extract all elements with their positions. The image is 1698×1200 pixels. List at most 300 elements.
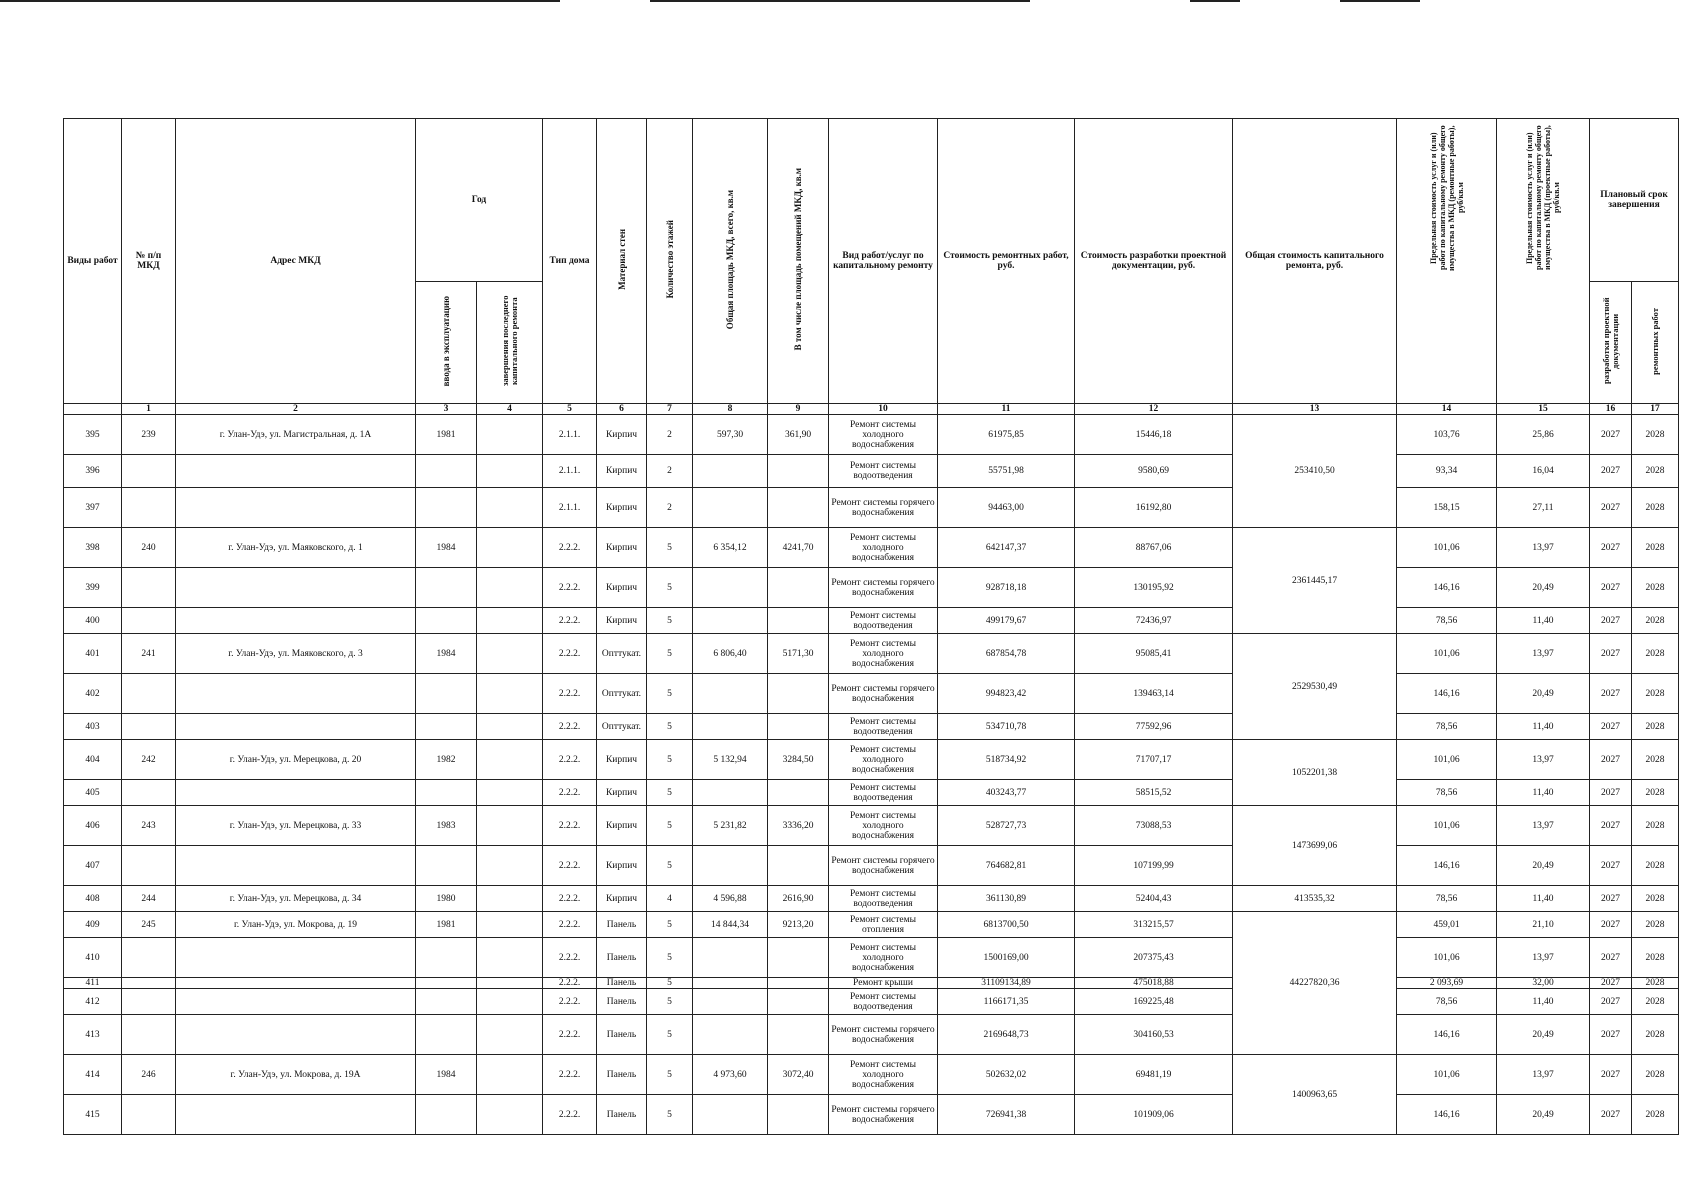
house-type-cell: 2.2.2.: [543, 714, 597, 740]
mkd-number-cell: 245: [122, 912, 176, 938]
cost-design-cell: 52404,43: [1075, 886, 1233, 912]
work-id-cell: 399: [64, 568, 122, 608]
address-cell: [176, 989, 416, 1015]
work-id-cell: 409: [64, 912, 122, 938]
floors-cell: 4: [647, 886, 693, 912]
deadline-repair-cell: 2028: [1632, 886, 1679, 912]
work-id-cell: 400: [64, 608, 122, 634]
cost-repair-cell: 61975,85: [938, 415, 1075, 455]
top-scan-line: [650, 0, 1030, 2]
cost-repair-cell: 534710,78: [938, 714, 1075, 740]
mkd-number-cell: 244: [122, 886, 176, 912]
work-type-cell: Ремонт системы холодного водоснабжения: [829, 740, 938, 780]
area-living-cell: 4241,70: [768, 528, 829, 568]
cost-repair-cell: 1500169,00: [938, 938, 1075, 978]
deadline-design-cell: 2027: [1590, 912, 1632, 938]
limit-repair-cell: 101,06: [1397, 1055, 1497, 1095]
area-cell: [693, 989, 768, 1015]
table-row: [64, 634, 1679, 674]
mkd-number-cell: [122, 608, 176, 634]
work-id-cell: 395: [64, 415, 122, 455]
area-living-cell: [768, 608, 829, 634]
year-input-cell: [416, 780, 477, 806]
work-type-cell: Ремонт системы горячего водоснабжения: [829, 674, 938, 714]
deadline-repair-cell: 2028: [1632, 1055, 1679, 1095]
table-row: [64, 528, 1679, 568]
area-living-cell: 9213,20: [768, 912, 829, 938]
table-row: [64, 488, 1679, 528]
deadline-design-cell: 2027: [1590, 1055, 1632, 1095]
floors-cell: 2: [647, 455, 693, 488]
cost-total-cell: 2361445,17: [1233, 528, 1397, 634]
floors-cell: 5: [647, 846, 693, 886]
column-number-cell: 9: [768, 404, 829, 415]
header-deadline: Плановый срок завершения: [1590, 119, 1679, 282]
deadline-repair-cell: 2028: [1632, 780, 1679, 806]
area-living-cell: 5171,30: [768, 634, 829, 674]
mkd-number-cell: [122, 455, 176, 488]
address-cell: г. Улан-Удэ, ул. Мокрова, д. 19: [176, 912, 416, 938]
year-input-cell: [416, 608, 477, 634]
table-row: [64, 780, 1679, 806]
limit-repair-cell: 101,06: [1397, 634, 1497, 674]
mkd-number-cell: [122, 1095, 176, 1135]
area-cell: 597,30: [693, 415, 768, 455]
mkd-number-cell: 242: [122, 740, 176, 780]
cost-design-cell: 95085,41: [1075, 634, 1233, 674]
year-repair-cell: [477, 415, 543, 455]
work-type-cell: Ремонт системы водоотведения: [829, 780, 938, 806]
floors-cell: 5: [647, 634, 693, 674]
material-cell: Опттукат.: [597, 634, 647, 674]
material-cell: Кирпич: [597, 740, 647, 780]
column-number-cell: 2: [176, 404, 416, 415]
cost-repair-cell: 361130,89: [938, 886, 1075, 912]
area-cell: [693, 455, 768, 488]
cost-design-cell: 69481,19: [1075, 1055, 1233, 1095]
mkd-number-cell: [122, 488, 176, 528]
material-cell: Опттукат.: [597, 714, 647, 740]
cost-design-cell: 130195,92: [1075, 568, 1233, 608]
material-cell: Панель: [597, 938, 647, 978]
house-type-cell: 2.2.2.: [543, 608, 597, 634]
limit-repair-cell: 101,06: [1397, 806, 1497, 846]
year-repair-cell: [477, 780, 543, 806]
limit-repair-cell: 93,34: [1397, 455, 1497, 488]
limit-design-cell: 11,40: [1497, 780, 1590, 806]
cost-total-cell: 44227820,36: [1233, 912, 1397, 1055]
column-number-cell: 6: [597, 404, 647, 415]
work-type-cell: Ремонт системы водоотведения: [829, 608, 938, 634]
work-id-cell: 412: [64, 989, 122, 1015]
year-input-cell: [416, 978, 477, 989]
year-repair-cell: [477, 1095, 543, 1135]
limit-design-cell: 13,97: [1497, 938, 1590, 978]
deadline-repair-cell: 2028: [1632, 806, 1679, 846]
cost-design-cell: 107199,99: [1075, 846, 1233, 886]
mkd-number-cell: [122, 780, 176, 806]
material-cell: Кирпич: [597, 455, 647, 488]
deadline-design-cell: 2027: [1590, 568, 1632, 608]
cost-repair-cell: 518734,92: [938, 740, 1075, 780]
area-living-cell: [768, 455, 829, 488]
deadline-design-cell: 2027: [1590, 989, 1632, 1015]
address-cell: [176, 714, 416, 740]
deadline-design-cell: 2027: [1590, 740, 1632, 780]
limit-design-cell: 13,97: [1497, 1055, 1590, 1095]
mkd-number-cell: [122, 674, 176, 714]
area-cell: [693, 1095, 768, 1135]
area-cell: [693, 938, 768, 978]
cost-repair-cell: 31109134,89: [938, 978, 1075, 989]
address-cell: г. Улан-Удэ, ул. Магистральная, д. 1А: [176, 415, 416, 455]
limit-design-cell: 20,49: [1497, 568, 1590, 608]
work-type-cell: Ремонт системы водоотведения: [829, 714, 938, 740]
area-cell: [693, 568, 768, 608]
year-input-cell: [416, 846, 477, 886]
table-row: [64, 978, 1679, 989]
area-cell: 6 806,40: [693, 634, 768, 674]
mkd-number-cell: [122, 1015, 176, 1055]
column-number-cell: 11: [938, 404, 1075, 415]
work-type-cell: Ремонт системы холодного водоснабжения: [829, 528, 938, 568]
year-input-cell: [416, 1015, 477, 1055]
header-work-type: Вид работ/услуг по капитальному ремонту: [829, 119, 938, 404]
limit-design-cell: 13,97: [1497, 740, 1590, 780]
table-row: [64, 886, 1679, 912]
year-input-cell: [416, 714, 477, 740]
year-input-cell: [416, 455, 477, 488]
cost-design-cell: 73088,53: [1075, 806, 1233, 846]
table-row: [64, 608, 1679, 634]
area-cell: 4 973,60: [693, 1055, 768, 1095]
deadline-repair-cell: 2028: [1632, 415, 1679, 455]
work-type-cell: Ремонт системы отопления: [829, 912, 938, 938]
column-number-cell: 16: [1590, 404, 1632, 415]
address-cell: [176, 846, 416, 886]
area-living-cell: 3336,20: [768, 806, 829, 846]
cost-repair-cell: 928718,18: [938, 568, 1075, 608]
material-cell: Кирпич: [597, 846, 647, 886]
house-type-cell: 2.2.2.: [543, 806, 597, 846]
work-id-cell: 405: [64, 780, 122, 806]
header-cost-repair: Стоимость ремонтных работ, руб.: [938, 119, 1075, 404]
header-year: Год: [416, 119, 543, 282]
area-living-cell: [768, 674, 829, 714]
deadline-repair-cell: 2028: [1632, 1015, 1679, 1055]
work-id-cell: 402: [64, 674, 122, 714]
year-repair-cell: [477, 1015, 543, 1055]
house-type-cell: 2.2.2.: [543, 634, 597, 674]
floors-cell: 2: [647, 488, 693, 528]
year-repair-cell: [477, 938, 543, 978]
header-house-type: Тип дома: [543, 119, 597, 404]
limit-design-cell: 20,49: [1497, 1015, 1590, 1055]
address-cell: г. Улан-Удэ, ул. Маяковского, д. 1: [176, 528, 416, 568]
work-id-cell: 408: [64, 886, 122, 912]
top-scan-line: [1340, 0, 1420, 2]
deadline-design-cell: 2027: [1590, 455, 1632, 488]
mkd-number-cell: 243: [122, 806, 176, 846]
floors-cell: 5: [647, 568, 693, 608]
work-type-cell: Ремонт системы горячего водоснабжения: [829, 488, 938, 528]
area-living-cell: 2616,90: [768, 886, 829, 912]
year-input-cell: [416, 488, 477, 528]
table-row: [64, 912, 1679, 938]
cost-repair-cell: 764682,81: [938, 846, 1075, 886]
material-cell: Панель: [597, 1095, 647, 1135]
year-input-cell: [416, 938, 477, 978]
limit-repair-cell: 146,16: [1397, 1015, 1497, 1055]
house-type-cell: 2.2.2.: [543, 978, 597, 989]
deadline-repair-cell: 2028: [1632, 714, 1679, 740]
limit-repair-cell: 459,01: [1397, 912, 1497, 938]
table-row: [64, 846, 1679, 886]
cost-design-cell: 16192,80: [1075, 488, 1233, 528]
mkd-number-cell: [122, 568, 176, 608]
header-deadline-repair: ремонтных работ: [1632, 282, 1679, 404]
header-year-input: ввода в эксплуатацию: [416, 282, 477, 404]
column-number-cell: [64, 404, 122, 415]
year-repair-cell: [477, 455, 543, 488]
header-material: Материал стен: [597, 119, 647, 404]
cost-repair-cell: 994823,42: [938, 674, 1075, 714]
header-num: № п/п МКД: [122, 119, 176, 404]
work-type-cell: Ремонт системы горячего водоснабжения: [829, 1095, 938, 1135]
deadline-repair-cell: 2028: [1632, 455, 1679, 488]
column-number-cell: 17: [1632, 404, 1679, 415]
work-id-cell: 403: [64, 714, 122, 740]
work-id-cell: 407: [64, 846, 122, 886]
area-living-cell: 3072,40: [768, 1055, 829, 1095]
column-number-cell: 4: [477, 404, 543, 415]
year-input-cell: 1984: [416, 634, 477, 674]
area-cell: [693, 846, 768, 886]
table-row: [64, 938, 1679, 978]
address-cell: г. Улан-Удэ, ул. Мерецкова, д. 33: [176, 806, 416, 846]
house-type-cell: 2.1.1.: [543, 488, 597, 528]
limit-design-cell: 32,00: [1497, 978, 1590, 989]
cost-total-cell: 253410,50: [1233, 415, 1397, 528]
address-cell: [176, 674, 416, 714]
area-cell: 5 231,82: [693, 806, 768, 846]
cost-repair-cell: 499179,67: [938, 608, 1075, 634]
cost-design-cell: 9580,69: [1075, 455, 1233, 488]
table-row: [64, 806, 1679, 846]
table-row: [64, 989, 1679, 1015]
area-living-cell: [768, 1095, 829, 1135]
cost-design-cell: 313215,57: [1075, 912, 1233, 938]
house-type-cell: 2.2.2.: [543, 1095, 597, 1135]
material-cell: Опттукат.: [597, 674, 647, 714]
cost-repair-cell: 6813700,50: [938, 912, 1075, 938]
cost-design-cell: 15446,18: [1075, 415, 1233, 455]
year-input-cell: 1980: [416, 886, 477, 912]
house-type-cell: 2.2.2.: [543, 780, 597, 806]
column-number-cell: 7: [647, 404, 693, 415]
header-deadline-design: разработки проектной документации: [1590, 282, 1632, 404]
limit-repair-cell: 2 093,69: [1397, 978, 1497, 989]
work-id-cell: 401: [64, 634, 122, 674]
deadline-repair-cell: 2028: [1632, 978, 1679, 989]
year-input-cell: 1984: [416, 1055, 477, 1095]
limit-design-cell: 20,49: [1497, 846, 1590, 886]
area-cell: [693, 608, 768, 634]
cost-repair-cell: 403243,77: [938, 780, 1075, 806]
limit-repair-cell: 146,16: [1397, 1095, 1497, 1135]
house-type-cell: 2.2.2.: [543, 989, 597, 1015]
year-repair-cell: [477, 568, 543, 608]
area-cell: 4 596,88: [693, 886, 768, 912]
area-living-cell: [768, 989, 829, 1015]
header-cost-design: Стоимость разработки проектной документации, руб.: [1075, 119, 1233, 404]
mkd-number-cell: 241: [122, 634, 176, 674]
area-cell: 6 354,12: [693, 528, 768, 568]
deadline-design-cell: 2027: [1590, 1015, 1632, 1055]
house-type-cell: 2.2.2.: [543, 912, 597, 938]
deadline-repair-cell: 2028: [1632, 989, 1679, 1015]
work-id-cell: 413: [64, 1015, 122, 1055]
cost-design-cell: 475018,88: [1075, 978, 1233, 989]
floors-cell: 5: [647, 1095, 693, 1135]
area-living-cell: [768, 1015, 829, 1055]
deadline-design-cell: 2027: [1590, 806, 1632, 846]
deadline-repair-cell: 2028: [1632, 674, 1679, 714]
work-type-cell: Ремонт крыши: [829, 978, 938, 989]
material-cell: Кирпич: [597, 806, 647, 846]
house-type-cell: 2.2.2.: [543, 740, 597, 780]
table-row: [64, 415, 1679, 455]
work-type-cell: Ремонт системы горячего водоснабжения: [829, 846, 938, 886]
cost-total-cell: 1052201,38: [1233, 740, 1397, 806]
deadline-repair-cell: 2028: [1632, 938, 1679, 978]
limit-repair-cell: 101,06: [1397, 740, 1497, 780]
deadline-repair-cell: 2028: [1632, 528, 1679, 568]
year-repair-cell: [477, 978, 543, 989]
work-type-cell: Ремонт системы водоотведения: [829, 886, 938, 912]
material-cell: Кирпич: [597, 886, 647, 912]
mkd-number-cell: 240: [122, 528, 176, 568]
deadline-repair-cell: 2028: [1632, 1095, 1679, 1135]
year-input-cell: 1981: [416, 912, 477, 938]
address-cell: [176, 938, 416, 978]
deadline-design-cell: 2027: [1590, 1095, 1632, 1135]
cost-design-cell: 77592,96: [1075, 714, 1233, 740]
mkd-number-cell: [122, 978, 176, 989]
area-living-cell: [768, 846, 829, 886]
area-living-cell: [768, 938, 829, 978]
work-id-cell: 397: [64, 488, 122, 528]
year-input-cell: [416, 989, 477, 1015]
work-type-cell: Ремонт системы холодного водоснабжения: [829, 415, 938, 455]
cost-design-cell: 72436,97: [1075, 608, 1233, 634]
address-cell: г. Улан-Удэ, ул. Мерецкова, д. 34: [176, 886, 416, 912]
floors-cell: 5: [647, 938, 693, 978]
limit-repair-cell: 101,06: [1397, 528, 1497, 568]
cost-design-cell: 88767,06: [1075, 528, 1233, 568]
house-type-cell: 2.2.2.: [543, 528, 597, 568]
year-repair-cell: [477, 912, 543, 938]
area-living-cell: [768, 780, 829, 806]
column-number-cell: 5: [543, 404, 597, 415]
address-cell: [176, 978, 416, 989]
year-input-cell: [416, 568, 477, 608]
mkd-number-cell: [122, 938, 176, 978]
deadline-design-cell: 2027: [1590, 608, 1632, 634]
mkd-number-cell: 239: [122, 415, 176, 455]
house-type-cell: 2.2.2.: [543, 568, 597, 608]
address-cell: г. Улан-Удэ, ул. Мокрова, д. 19А: [176, 1055, 416, 1095]
work-id-cell: 411: [64, 978, 122, 989]
limit-design-cell: 11,40: [1497, 989, 1590, 1015]
limit-repair-cell: 146,16: [1397, 568, 1497, 608]
work-type-cell: Ремонт системы холодного водоснабжения: [829, 634, 938, 674]
work-type-cell: Ремонт системы водоотведения: [829, 989, 938, 1015]
material-cell: Панель: [597, 978, 647, 989]
cost-design-cell: 169225,48: [1075, 989, 1233, 1015]
floors-cell: 5: [647, 674, 693, 714]
work-id-cell: 396: [64, 455, 122, 488]
limit-design-cell: 20,49: [1497, 674, 1590, 714]
area-living-cell: 361,90: [768, 415, 829, 455]
work-id-cell: 414: [64, 1055, 122, 1095]
header-address: Адрес МКД: [176, 119, 416, 404]
year-repair-cell: [477, 806, 543, 846]
area-cell: 5 132,94: [693, 740, 768, 780]
deadline-design-cell: 2027: [1590, 938, 1632, 978]
material-cell: Кирпич: [597, 528, 647, 568]
column-number-cell: 3: [416, 404, 477, 415]
floors-cell: 5: [647, 806, 693, 846]
work-id-cell: 398: [64, 528, 122, 568]
year-repair-cell: [477, 634, 543, 674]
area-living-cell: [768, 978, 829, 989]
address-cell: г. Улан-Удэ, ул. Мерецкова, д. 20: [176, 740, 416, 780]
limit-design-cell: 13,97: [1497, 634, 1590, 674]
area-cell: 14 844,34: [693, 912, 768, 938]
area-cell: [693, 714, 768, 740]
column-number-row: [64, 404, 1679, 415]
limit-repair-cell: 146,16: [1397, 846, 1497, 886]
material-cell: Панель: [597, 1015, 647, 1055]
year-repair-cell: [477, 528, 543, 568]
work-id-cell: 406: [64, 806, 122, 846]
material-cell: Кирпич: [597, 608, 647, 634]
house-type-cell: 2.2.2.: [543, 938, 597, 978]
header-area: Общая площадь МКД, всего, кв.м: [693, 119, 768, 404]
deadline-repair-cell: 2028: [1632, 488, 1679, 528]
header-limit-repair: Предельная стоимость услуг и (или) работ по капитальному ремонту общего имущества в МКД (ремонтные работы), руб/кв.м: [1397, 119, 1497, 404]
year-repair-cell: [477, 740, 543, 780]
address-cell: [176, 608, 416, 634]
column-number-cell: 8: [693, 404, 768, 415]
year-repair-cell: [477, 989, 543, 1015]
house-type-cell: 2.2.2.: [543, 1015, 597, 1055]
deadline-repair-cell: 2028: [1632, 912, 1679, 938]
limit-design-cell: 13,97: [1497, 528, 1590, 568]
floors-cell: 2: [647, 415, 693, 455]
table-row: [64, 674, 1679, 714]
deadline-repair-cell: 2028: [1632, 740, 1679, 780]
area-living-cell: [768, 568, 829, 608]
limit-design-cell: 11,40: [1497, 886, 1590, 912]
cost-total-cell: 1473699,06: [1233, 806, 1397, 886]
floors-cell: 5: [647, 740, 693, 780]
address-cell: [176, 1015, 416, 1055]
address-cell: [176, 488, 416, 528]
limit-design-cell: 13,97: [1497, 806, 1590, 846]
year-repair-cell: [477, 674, 543, 714]
